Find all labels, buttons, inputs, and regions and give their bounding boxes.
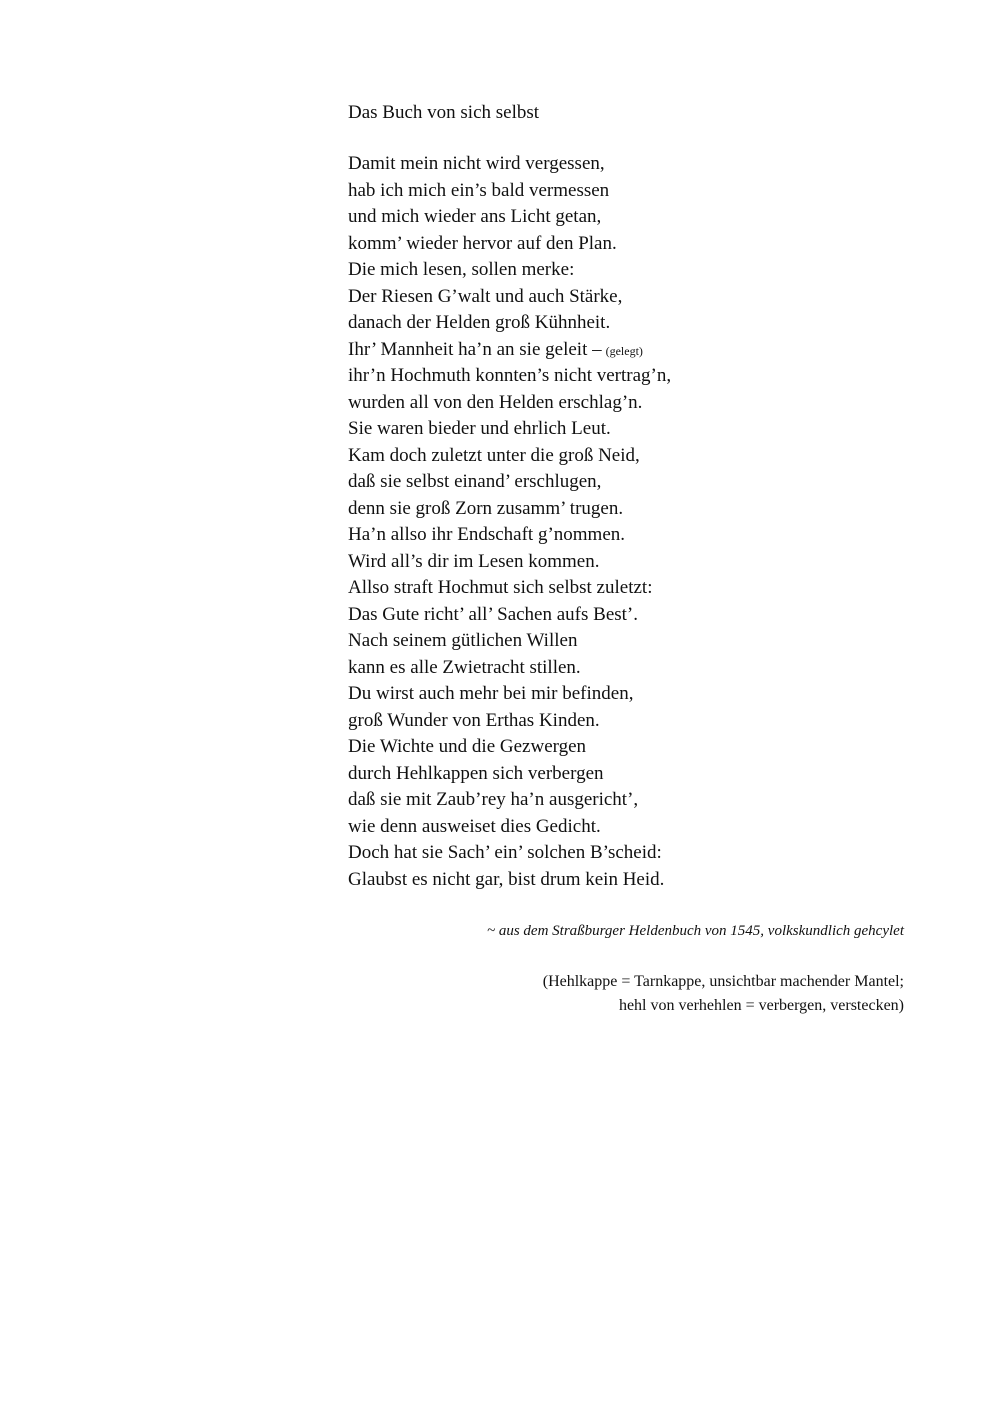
poem-line: Kam doch zuletzt unter die groß Neid, <box>348 444 640 466</box>
poem-line: kann es alle Zwietracht stillen. <box>348 656 581 678</box>
poem-line: groß Wunder von Erthas Kinden. <box>348 709 600 731</box>
poem-line: Du wirst auch mehr bei mir befinden, <box>348 683 634 704</box>
poem-line: daß sie mit Zaub’rey ha’n ausgericht’, <box>348 789 639 810</box>
poem-line-text: Ihr’ Mannheit ha’n an sie geleit – <box>348 338 602 360</box>
poem-line: durch Hehlkappen sich verbergen <box>348 762 604 784</box>
poem-line: Die Wichte und die Gezwergen <box>348 736 587 757</box>
glossary-note-line: hehl von verhehlen = verbergen, verstecken) <box>618 997 904 1014</box>
poem-line: Glaubst es nicht gar, bist drum kein Heid. <box>348 868 665 890</box>
poem-body <box>348 151 908 893</box>
poem-line: danach der Helden groß Kühnheit. <box>348 312 611 333</box>
poem-line: denn sie groß Zorn zusamm’ trugen. <box>348 497 624 519</box>
poem-line: Der Riesen G’walt und auch Stärke, <box>348 285 623 307</box>
poem-line: wurden all von den Helden erschlag’n. <box>348 391 643 413</box>
poem-line: Das Gute richt’ all’ Sachen aufs Best’. <box>348 603 639 625</box>
poem-line: und mich wieder ans Licht getan, <box>348 206 602 227</box>
glossary-note <box>543 970 904 1018</box>
poem-line: Nach seinem gütlichen Willen <box>348 630 578 651</box>
source-attribution: ~ aus dem Straßburger Heldenbuch von 1545, volkskundlich gehcylet <box>486 923 904 939</box>
poem-line: hab ich mich ein’s bald vermessen <box>348 179 610 201</box>
poem-line: Ha’n allso ihr Endschaft g’nommen. <box>348 524 626 545</box>
poem-line: Wird all’s dir im Lesen kommen. <box>348 550 600 572</box>
poem-line: Die mich lesen, sollen merke: <box>348 259 575 280</box>
poem-line: daß sie selbst einand’ erschlugen, <box>348 471 602 492</box>
poem-line-note: (gelegt) <box>605 343 643 358</box>
poem-line-with-note <box>348 337 908 364</box>
poem-line: Allso straft Hochmut sich selbst zuletzt: <box>348 577 653 598</box>
poem-line: Sie waren bieder und ehrlich Leut. <box>348 418 611 439</box>
poem-line: wie denn ausweiset dies Gedicht. <box>348 815 601 837</box>
poem-line: Damit mein nicht wird vergessen, <box>348 153 605 174</box>
poem-line: ihr’n Hochmuth konnten’s nicht vertrag’n, <box>348 365 672 386</box>
glossary-note-line: (Hehlkappe = Tarnkappe, unsichtbar machender Mantel; <box>542 973 904 990</box>
poem-line: komm’ wieder hervor auf den Plan. <box>348 232 617 254</box>
poem-title: Das Buch von sich selbst <box>348 102 540 123</box>
poem-line: Doch hat sie Sach’ ein’ solchen B’scheid: <box>348 842 662 863</box>
